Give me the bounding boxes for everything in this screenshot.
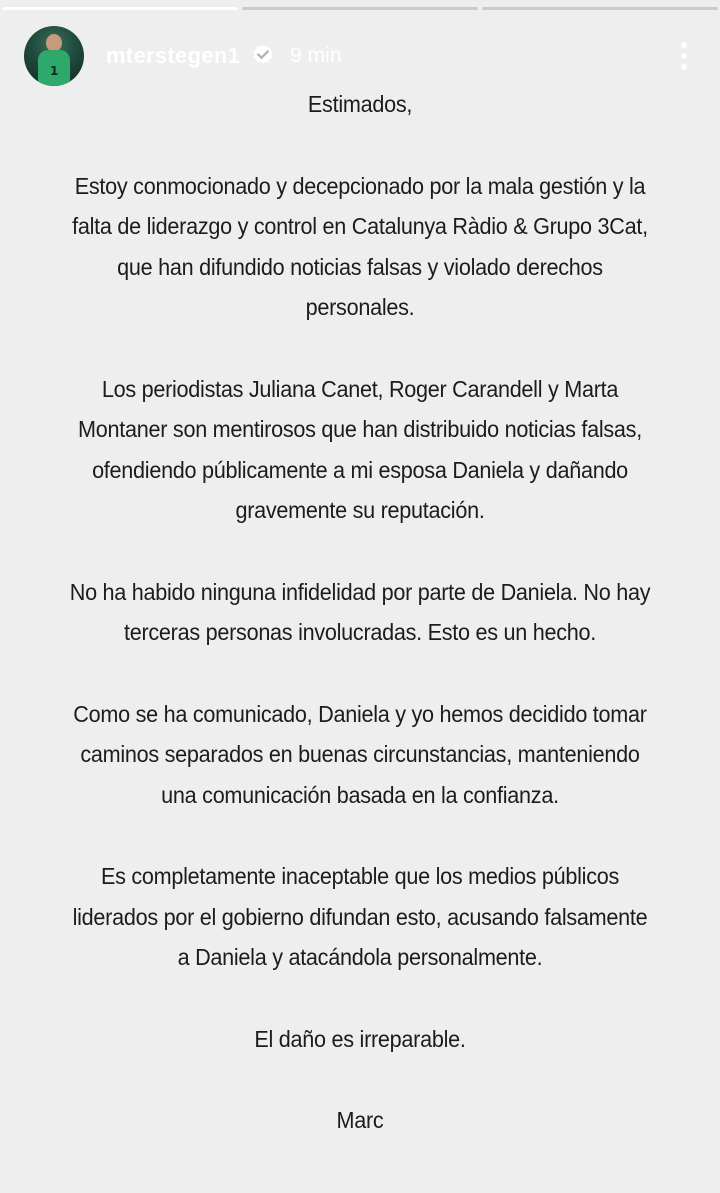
post-time: 9 min [290, 44, 342, 67]
signature: Marc [336, 1107, 384, 1133]
more-dot [681, 53, 687, 59]
paragraph-2: Los periodistas Juliana Canet, Roger Carandell y Marta Montaner son mentirosos que han distribuido noticias falsas, ofendiendo públicamente a mi esposa Daniela y dañando gravemente su reputación. [78, 375, 642, 523]
avatar[interactable] [24, 26, 84, 86]
paragraph-5: Es completamente inaceptable que los medios públicos liderados por el gobierno difundan esto, acusando falsamente a Daniela y atacándola personalmente. [72, 863, 648, 970]
more-dot [681, 42, 687, 48]
story-header [24, 26, 696, 86]
story-progress-bar [0, 7, 720, 10]
story-message [66, 84, 655, 1182]
progress-fill-1 [2, 7, 238, 10]
username[interactable]: mterstegen1 [106, 43, 241, 68]
more-options-icon[interactable] [672, 36, 696, 76]
more-dot [681, 64, 687, 70]
paragraph-3: No ha habido ninguna infidelidad por parte de Daniela. No hay terceras personas involucradas. Esto es un hecho. [69, 578, 651, 645]
paragraph-6: El daño es irreparable. [254, 1025, 466, 1052]
greeting: Estimados, [307, 91, 413, 117]
progress-segment-2 [242, 7, 478, 10]
avatar-jersey-number: 1 [50, 64, 59, 78]
verified-badge-icon [250, 43, 276, 69]
paragraph-4: Como se ha comunicado, Daniela y yo hemos decidido tomar caminos separados en buenas circunstancias, manteniendo una comunicación basada en la confianza. [73, 700, 647, 808]
progress-segment-3 [482, 7, 718, 10]
progress-segment-1 [2, 7, 238, 10]
paragraph-1: Estoy conmocionado y decepcionado por la mala gestión y la falta de liderazgo y control en Catalunya Ràdio & Grupo 3Cat, que han difundido noticias falsas y violado derechos personales. [72, 172, 648, 320]
